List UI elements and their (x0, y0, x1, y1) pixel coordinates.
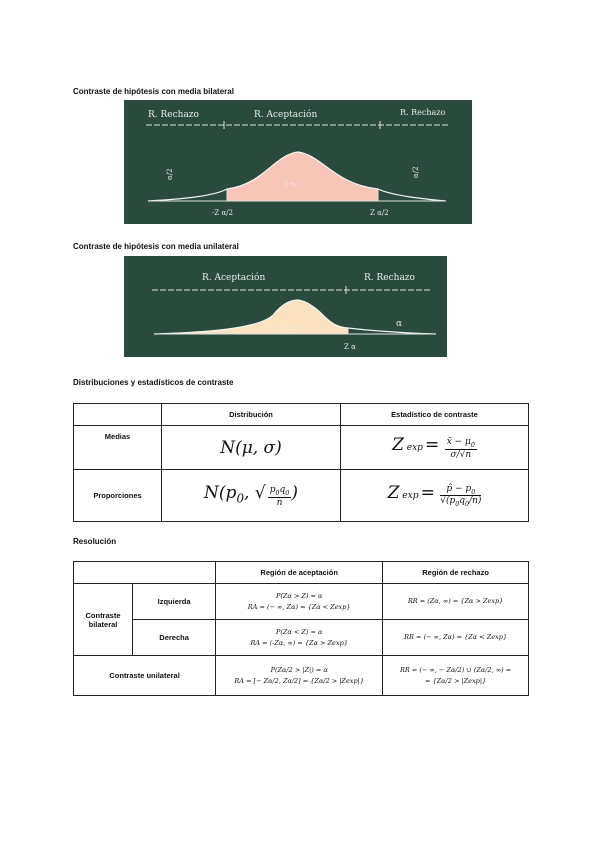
formula-zexp-prop: $\frac{p̂ - p_0}{√(p_0q_0/n)}$ (440, 483, 482, 509)
table-row (74, 656, 529, 696)
row-label-proporciones: Proporciones (74, 470, 162, 522)
cell-rechazo-izquierda: RR = (Zα, ∞) = {Zα > Zexp} (383, 584, 529, 620)
row-label-unilateral: Contraste unilateral (74, 656, 216, 696)
section-title-bilateral: Contraste de hipótesis con media bilateral (73, 87, 234, 96)
cell-stat-medias: Z exp = $\frac{x̄ - \mu_0}{\sigma/√n}$ (341, 426, 529, 470)
header-empty (74, 404, 162, 426)
label-rechazo-right: R. Rechazo (400, 108, 446, 117)
cell-aceptacion-unilateral: P(Zα/2 > |Z|) = α RA = [− Zα/2, Zα/2] = {Zα/2 > |Zexp|} (216, 656, 383, 696)
group-label-bilateral: Contraste bilateral (74, 584, 133, 656)
section-title-distribuciones: Distribuciones y estadísticos de contraste (73, 378, 234, 387)
row-label-derecha: Derecha (133, 620, 216, 656)
cell-aceptacion-derecha: P(Zα < Z) = α RA = (-Zα, ∞) = {Zα > Zexp} (216, 620, 383, 656)
label-center: 1-α (282, 324, 294, 332)
label-aceptacion: R. Aceptación (202, 273, 266, 283)
label-z-left: -Z α/2 (212, 209, 233, 217)
section-title-resolucion: Resolución (73, 537, 117, 546)
label-rechazo: R. Rechazo (364, 273, 415, 283)
cell-stat-proporciones: Z exp = $\frac{p̂ - p_0}{√(p_0q_0/n)}$ (341, 470, 529, 522)
formula-normal-prop: $\frac{p_0q_0}{n}$ (269, 484, 290, 508)
header-estadistico: Estadístico de contraste (341, 404, 529, 426)
header-aceptacion: Región de aceptación (216, 562, 383, 584)
table-row (74, 584, 529, 620)
label-aceptacion: R. Aceptación (254, 110, 318, 120)
blackboard-bilateral (124, 100, 472, 224)
label-z: Z α (344, 343, 356, 351)
label-alpha-left: α/2 (166, 168, 174, 180)
label-alpha-right: α/2 (412, 166, 420, 178)
header-rechazo: Región de rechazo (383, 562, 529, 584)
blackboard-unilateral (124, 256, 447, 357)
cell-rechazo-unilateral: RR = (− ∞, − Zα/2) ∪ (Zα/2, ∞) = = {Zα/2 > |Zexp|} (383, 656, 529, 696)
table-row (74, 620, 529, 656)
resolution-table (73, 561, 529, 696)
header-empty (74, 562, 216, 584)
label-alpha: α (396, 319, 403, 329)
header-distribucion: Distribución (162, 404, 341, 426)
label-rechazo-left: R. Rechazo (148, 110, 199, 120)
cell-aceptacion-izquierda: P(Zα > Z) = α RA = (− ∞, Zα) = {Zα < Zexp} (216, 584, 383, 620)
table-row (74, 426, 529, 470)
section-title-unilateral: Contraste de hipótesis con media unilateral (73, 242, 239, 251)
label-center: 1-α (284, 180, 296, 188)
distributions-table (73, 403, 529, 522)
cell-dist-proporciones: $N(p_0$, √ $\frac{p_0q_0}{n}$ ) (162, 470, 341, 522)
row-label-medias: Medias (74, 426, 162, 470)
cell-rechazo-derecha: RR = (− ∞, Zα) = {Zα < Zexp} (383, 620, 529, 656)
label-z-right: Z α/2 (370, 209, 389, 217)
table-row (74, 470, 529, 522)
cell-dist-medias (162, 426, 341, 470)
formula-normal: N(μ, σ) (220, 437, 282, 458)
formula-zexp-medias: $\frac{x̄ - \mu_0}{\sigma/√n}$ (446, 436, 475, 460)
row-label-izquierda: Izquierda (133, 584, 216, 620)
